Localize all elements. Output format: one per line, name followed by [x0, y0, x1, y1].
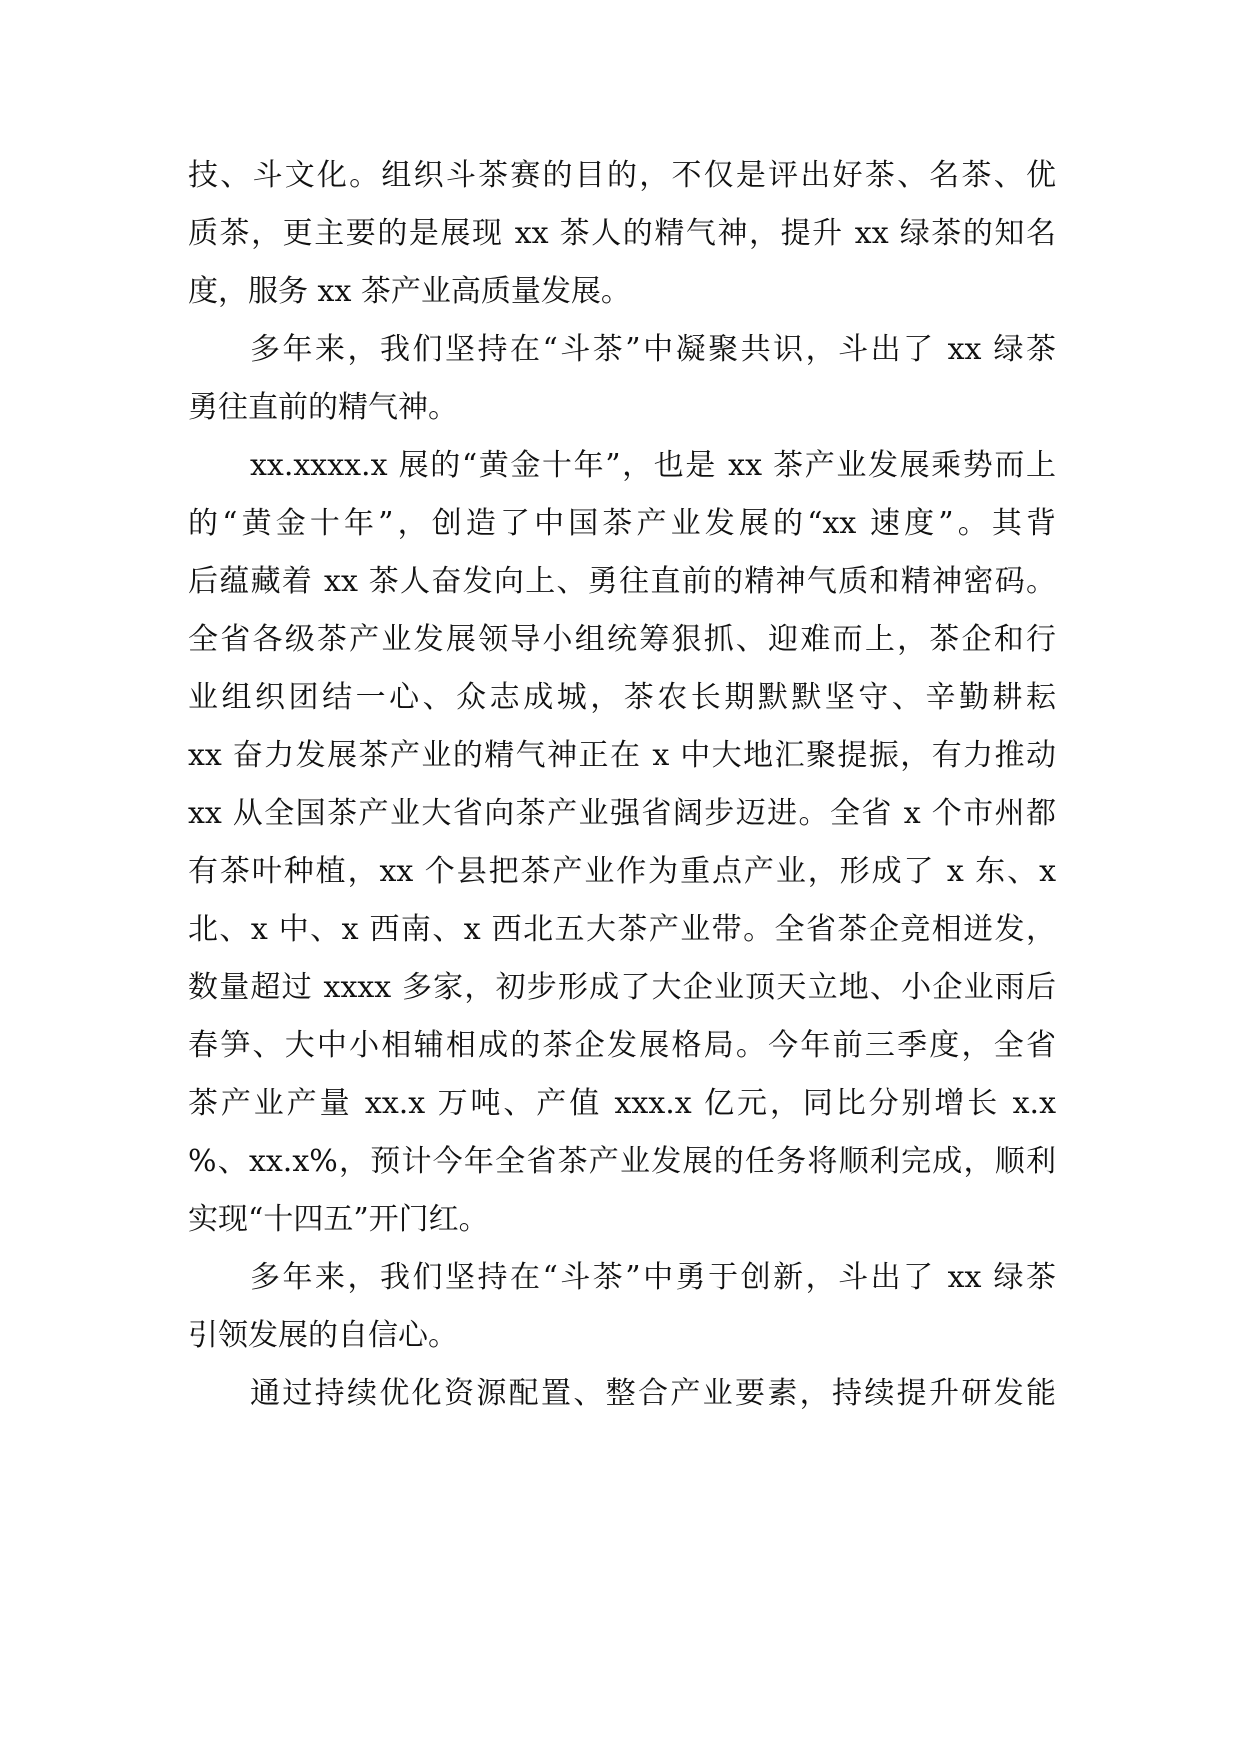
text-line: 质茶，更主要的是展现 xx 茶人的精气神，提升 xx 绿茶的知名 — [188, 216, 1056, 251]
text-line: 茶产业产量 xx.x 万吨、产值 xxx.x 亿元，同比分别增长 x.x — [188, 1086, 1056, 1121]
text-line: xx 从全国茶产业大省向茶产业强省阔步迈进。全省 x 个市州都 — [188, 796, 1056, 831]
text-line: xx 奋力发展茶产业的精气神正在 x 中大地汇聚提振，有力推动 — [188, 738, 1056, 773]
text-line: 勇往直前的精气神。 — [188, 390, 458, 425]
text-line: 引领发展的自信心。 — [188, 1318, 458, 1353]
text-line: 数量超过 xxxx 多家，初步形成了大企业顶天立地、小企业雨后 — [188, 970, 1056, 1005]
text-line: 的“黄金十年”，创造了中国茶产业发展的“xx 速度”。其背 — [188, 506, 1056, 541]
text-line: 后蕴藏着 xx 茶人奋发向上、勇往直前的精神气质和精神密码。 — [188, 564, 1056, 599]
text-line: 实现“十四五”开门红。 — [188, 1202, 489, 1237]
text-line: 有茶叶种植，xx 个县把茶产业作为重点产业，形成了 x 东、x — [188, 854, 1056, 889]
text-line: 度，服务 xx 茶产业高质量发展。 — [188, 274, 631, 309]
paragraph-first-line: 多年来，我们坚持在“斗茶”中勇于创新，斗出了 xx 绿茶 — [250, 1260, 1056, 1295]
paragraph-first-line: 多年来，我们坚持在“斗茶”中凝聚共识，斗出了 xx 绿茶 — [250, 332, 1056, 367]
text-line: 北、x 中、x 西南、x 西北五大茶产业带。全省茶企竞相迸发， — [188, 912, 1056, 947]
text-line: 技、斗文化。组织斗茶赛的目的，不仅是评出好茶、名茶、优 — [188, 158, 1056, 193]
paragraph-first-line: 通过持续优化资源配置、整合产业要素，持续提升研发能 — [250, 1376, 1056, 1411]
text-line: %、xx.x%，预计今年全省茶产业发展的任务将顺利完成，顺利 — [188, 1144, 1056, 1179]
text-line: 业组织团结一心、众志成城，茶农长期默默坚守、辛勤耕耘 — [188, 680, 1056, 715]
paragraph-first-line: xx.xxxx.x 展的“黄金十年”，也是 xx 茶产业发展乘势而上 — [250, 448, 1056, 483]
text-line: 春笋、大中小相辅相成的茶企发展格局。今年前三季度，全省 — [188, 1028, 1056, 1063]
text-line: 全省各级茶产业发展领导小组统筹狠抓、迎难而上，茶企和行 — [188, 622, 1056, 657]
